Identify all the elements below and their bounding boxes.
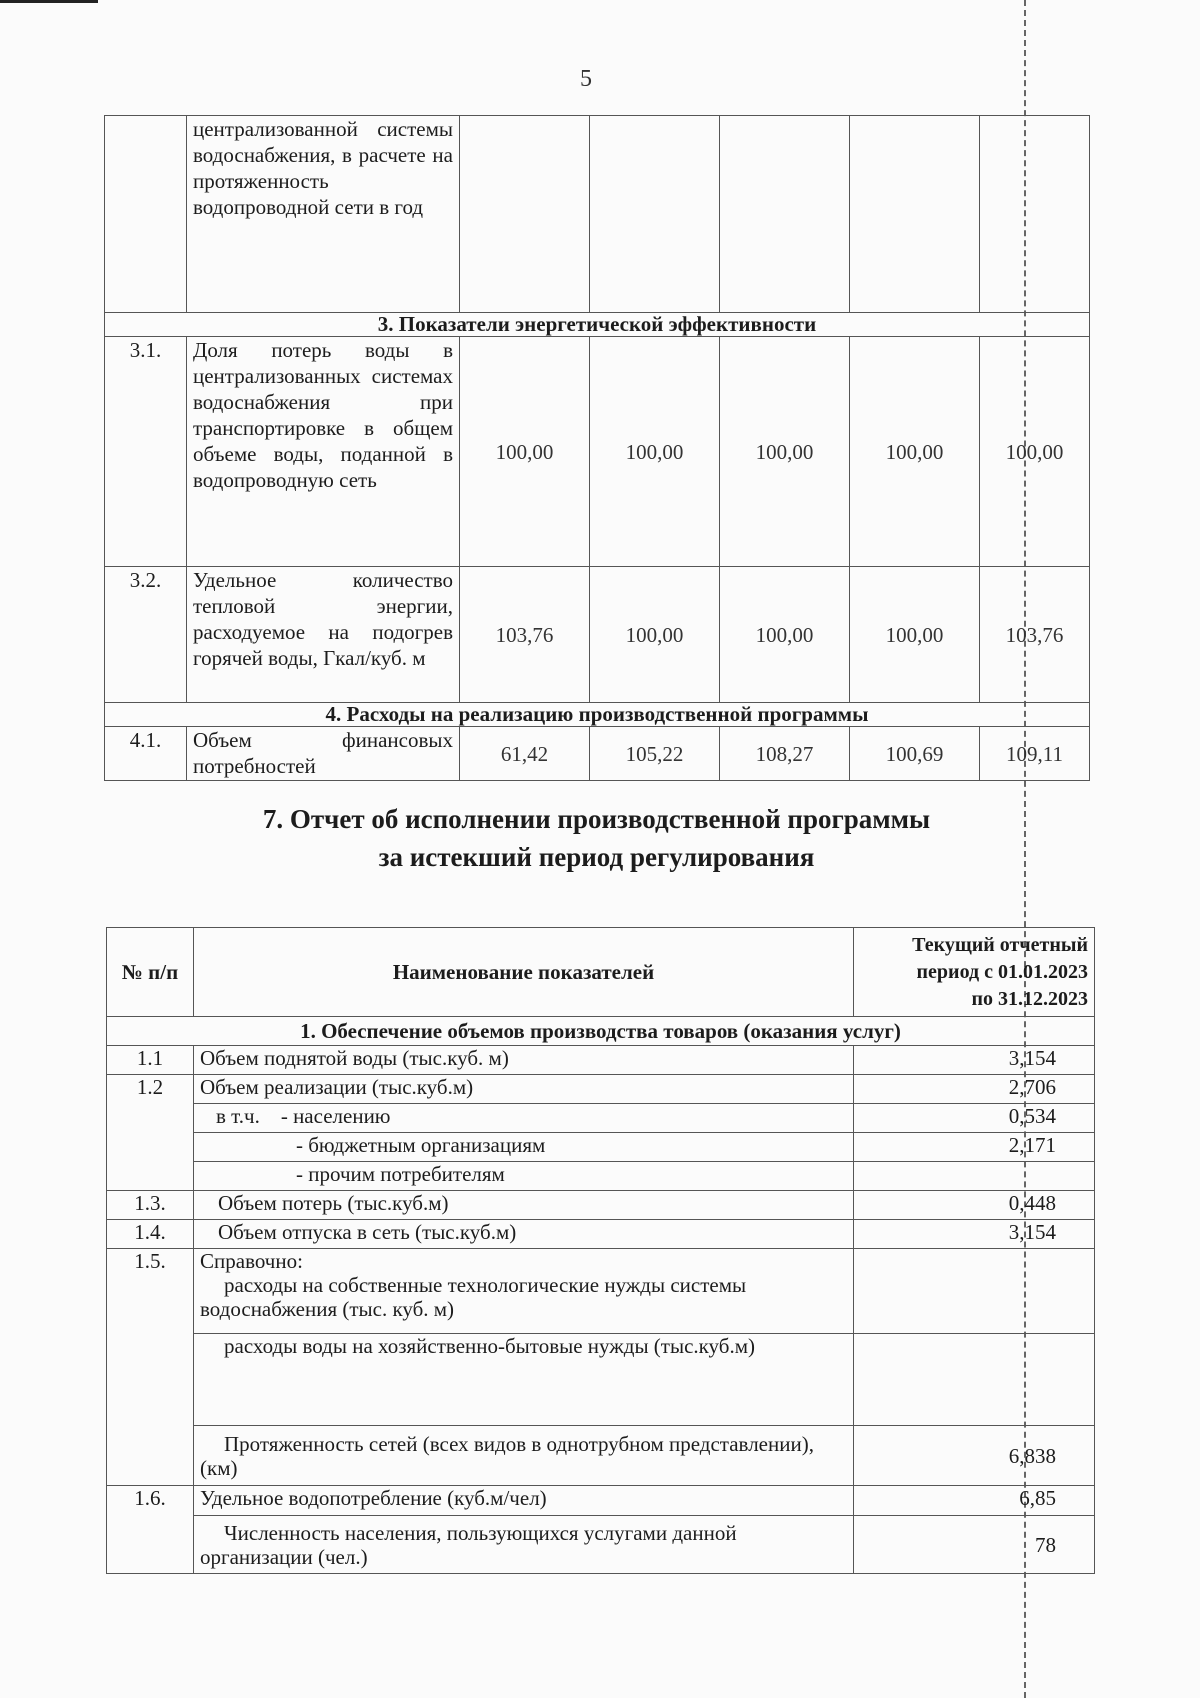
row-name: Объем финансовых потребностей [187,727,460,781]
value-cell: 100,00 [850,337,980,567]
value-cell: 0,534 [854,1104,1095,1133]
row-number: 3.2. [105,567,187,703]
row-number: 1.3. [107,1191,194,1220]
value-cell: 100,00 [850,567,980,703]
row-number: 3.1. [105,337,187,567]
row-name [194,1249,854,1334]
section-title: 4. Расходы на реализацию производственной программы [105,703,1090,727]
table-row [107,1426,1095,1486]
row-name: Объем потерь (тыс.куб.м) [194,1191,854,1220]
value-cell: 100,00 [590,337,720,567]
value-cell: 108,27 [720,727,850,781]
scan-edge-mark [0,0,98,3]
table-row [105,337,1090,567]
value-cell: 103,76 [980,567,1090,703]
table-row [107,1249,1095,1334]
row-name: Удельное количество тепловой энергии, расходуемое на подогрев горячей воды, Гкал/куб. м [187,567,460,703]
table-row [107,1162,1095,1191]
value-cell: 2,171 [854,1133,1095,1162]
table-row [107,1334,1095,1426]
table-row [107,1516,1095,1574]
value-cell: 100,00 [720,337,850,567]
reference-label: Справочно: [200,1249,303,1273]
value-cell: 100,69 [850,727,980,781]
row-name: - бюджетным организациям [194,1133,854,1162]
value-cell: 100,00 [460,337,590,567]
section-row [105,703,1090,727]
row-name: Удельное водопотребление (куб.м/чел) [194,1486,854,1516]
row-name: расходы воды на хозяйственно-бытовые нужды (тыс.куб.м) [194,1334,854,1426]
table-row [107,1104,1095,1133]
section-title: 3. Показатели энергетической эффективности [105,313,1090,337]
row-name: Численность населения, пользующихся услугами данной организации (чел.) [194,1516,854,1574]
value-cell: 0,448 [854,1191,1095,1220]
row-name: Объем отпуска в сеть (тыс.куб.м) [194,1220,854,1249]
row-name: централизованной системы водоснабжения, в расчете на протяженность водопроводной сети в год [187,116,460,313]
header-number: № п/п [107,928,194,1017]
table-row [107,1220,1095,1249]
header-period-line: по 31.12.2023 [971,987,1088,1010]
table-row [107,1075,1095,1104]
table-row [107,1191,1095,1220]
row-name: в т.ч. - населению [194,1104,854,1133]
value-cell: 3,154 [854,1220,1095,1249]
report-title [104,800,1089,876]
value-cell: 103,76 [460,567,590,703]
row-name: Объем поднятой воды (тыс.куб. м) [194,1046,854,1075]
row-number: 1.6. [107,1486,194,1574]
header-period-line: Текущий отчетный [912,933,1088,956]
header-period-line: период с 01.01.2023 [916,960,1088,983]
value-cell [854,1334,1095,1426]
row-name: Протяженность сетей (всех видов в однотрубном представлении), (км) [194,1426,854,1486]
section-title: 1. Обеспечение объемов производства товаров (оказания услуг) [107,1017,1095,1046]
row-name: - прочим потребителям [194,1162,854,1191]
value-cell [854,1162,1095,1191]
row-name: Объем реализации (тыс.куб.м) [194,1075,854,1104]
report-title-line: за истекший период регулирования [378,842,815,872]
value-cell: 61,42 [460,727,590,781]
value-cell [854,1249,1095,1334]
table-row [107,1486,1095,1516]
row-number: 1.5. [107,1249,194,1486]
section-row [105,313,1090,337]
row-name: Доля потерь воды в централизованных системах водоснабжения при транспортировке в общем объеме воды, поданной в водопроводную сеть [187,337,460,567]
table-row [105,116,1090,313]
value-cell: 6,838 [854,1426,1095,1486]
row-number: 4.1. [105,727,187,781]
value-cell: 100,00 [720,567,850,703]
value-cell: 3,154 [854,1046,1095,1075]
section-row [107,1017,1095,1046]
header-name: Наименование показателей [194,928,854,1017]
value-cell: 105,22 [590,727,720,781]
table-row [107,1046,1095,1075]
row-number: 1.4. [107,1220,194,1249]
value-cell: 100,00 [590,567,720,703]
value-cell: 6,85 [854,1486,1095,1516]
value-cell: 100,00 [980,337,1090,567]
row-number: 1.2 [107,1075,194,1191]
row-number: 1.1 [107,1046,194,1075]
value-cell: 109,11 [980,727,1090,781]
reference-text: расходы на собственные технологические нужды системы водоснабжения (тыс. куб. м) [200,1273,747,1321]
table-row [107,1133,1095,1162]
report-table [106,927,1095,1574]
page-number: 5 [580,66,592,92]
value-cell: 78 [854,1516,1095,1574]
value-cell: 2,706 [854,1075,1095,1104]
table-row [105,727,1090,781]
header-period [854,928,1095,1017]
table-row [105,567,1090,703]
indicators-table [104,115,1090,781]
header-row [107,928,1095,1017]
report-title-line: 7. Отчет об исполнении производственной программы [262,804,931,834]
